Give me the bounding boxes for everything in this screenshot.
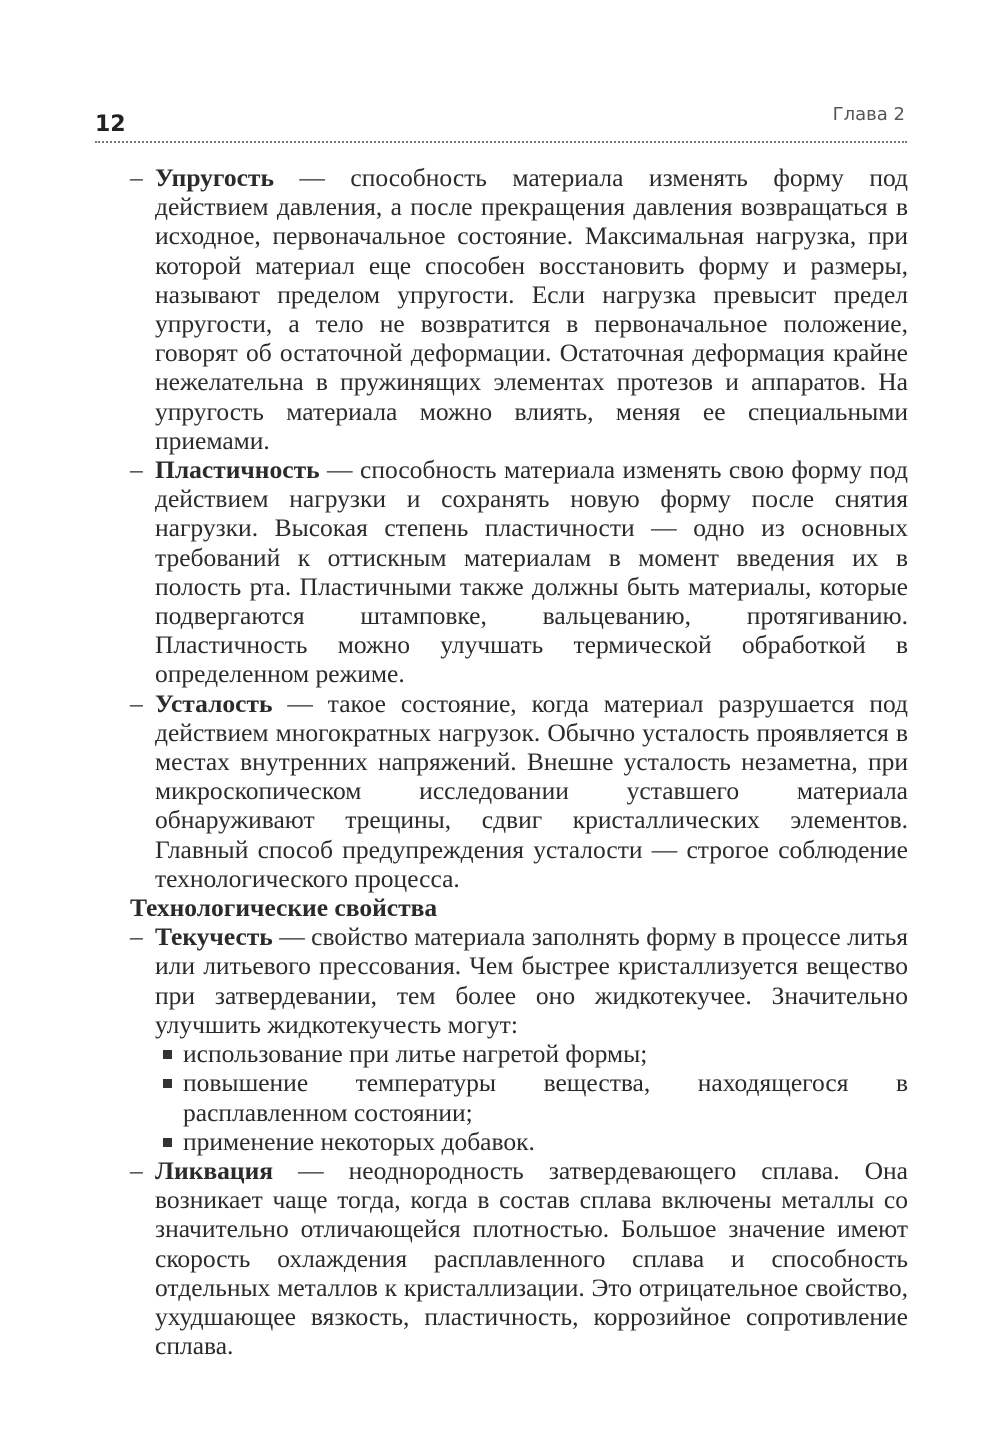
bullet-item — [155, 1127, 908, 1156]
header-dotted-rule — [95, 141, 907, 143]
bullet-text: применение некоторых добавок. — [183, 1126, 535, 1156]
term-fluidity: Текучесть — [155, 922, 273, 952]
list-dash: – — [130, 688, 143, 718]
definition-text: — способность материала изменять форму под действием давления, а после прекращения давления возвращаться в исходное, первоначальное состояние. Максимальная нагрузка, при которой материал еще способен восстановить форму и размеры, называют пределом упругости. Если нагрузка превысит предел упругости, а тело не возвратится в первоначальное положение, говорят об остаточной деформации. Остаточная деформация крайне нежелательна в пружинящих элементах протезов и аппаратов. На упругость материала можно влиять, меняя ее специальными приемами. — [155, 163, 908, 455]
definition-elasticity — [130, 163, 908, 455]
square-bullet-icon — [163, 1079, 172, 1088]
square-bullet-icon — [163, 1050, 172, 1059]
page-body — [130, 163, 908, 1360]
definition-fatigue — [130, 689, 908, 893]
list-dash: – — [130, 922, 143, 952]
page-number: 12 — [95, 112, 126, 137]
bullet-item — [155, 1039, 908, 1068]
term-fatigue: Усталость — [155, 688, 273, 718]
term-plasticity: Пластичность — [155, 455, 320, 485]
definition-text: — такое состояние, когда материал разрушается под действием многократных нагрузок. Обычно усталость проявляется в местах внутренних напряжений. Внешне усталость незаметна, при микроскопическом исследовании уставшего материала обнаруживают трещины, сдвиг кристаллических элементов. Главный способ предупреждения усталости — строгое соблюдение технологического процесса. — [155, 688, 908, 893]
list-dash: – — [130, 1155, 143, 1185]
term-liquation: Ликвация — [155, 1155, 274, 1185]
section-title: Технологические свойства — [130, 893, 438, 923]
square-bullet-icon — [163, 1138, 172, 1147]
bullet-item — [155, 1068, 908, 1126]
definition-text: — неоднородность затвердевающего сплава. Она возникает чаще тогда, когда в состав сплава включены металлы со значительно отличающейся плотностью. Большое значение имеют скорость охлаждения расплавленного сплава и способность отдельных металлов к кристаллизации. Это отрицательное свойство, ухудшающее вязкость, пластичность, коррозийное сопротивление сплава. — [155, 1155, 908, 1361]
running-head — [95, 104, 907, 144]
list-dash: – — [130, 455, 143, 485]
definition-liquation — [130, 1156, 908, 1360]
bullet-list — [155, 1039, 908, 1156]
definition-text: — способность материала изменять свою форму под действием нагрузки и сохранять новую форму после снятия нагрузки. Высокая степень пластичности — одно из основных требований к оттискным материалам в момент введения их в полость рта. Пластичными также должны быть материалы, которые подвергаются штамповке, вальцеванию, протягиванию. Пластичность можно улучшать термической обработкой в определенном режиме. — [155, 455, 908, 689]
list-dash: – — [130, 163, 143, 192]
definition-fluidity — [130, 922, 908, 1156]
definition-text: — свойство материала заполнять форму в процессе литья или литьевого прессования. Чем быстрее кристаллизуется вещество при затвердевании, тем более оно жидкотекучее. Значительно улучшить жидкотекучесть могут: — [155, 922, 908, 1039]
bullet-text: использование при литье нагретой формы; — [183, 1039, 648, 1069]
definition-plasticity — [130, 455, 908, 689]
term-elasticity: Упругость — [155, 163, 274, 192]
chapter-label: Глава 2 — [832, 104, 905, 125]
bullet-text: повышение температуры вещества, находящегося в расплавленном состоянии; — [183, 1068, 908, 1127]
